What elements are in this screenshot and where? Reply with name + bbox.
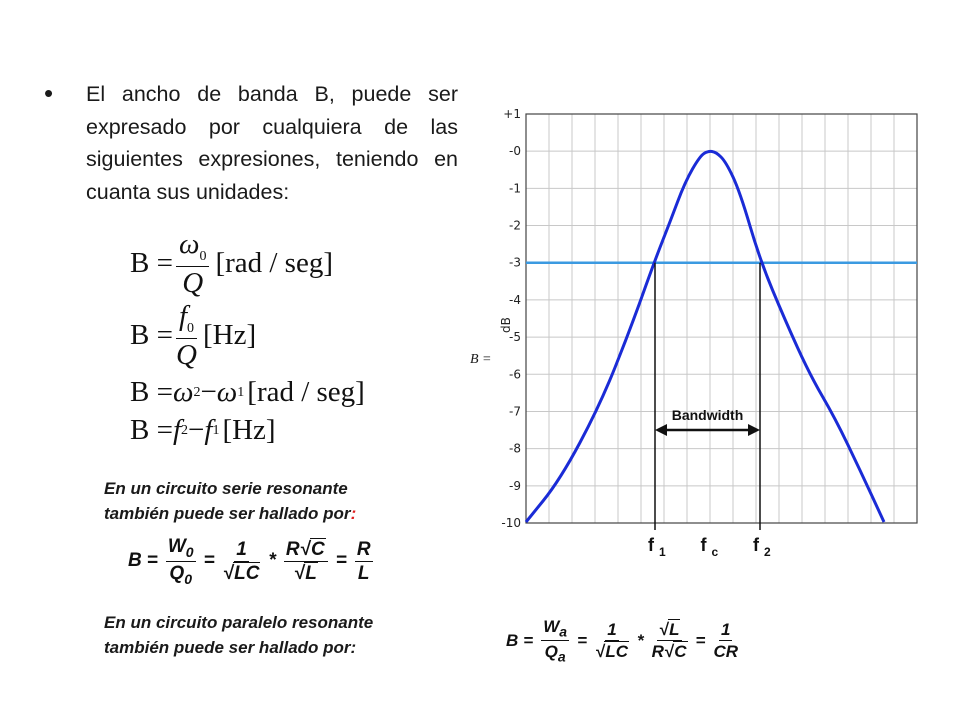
bandwidth-annotation: Bandwidth — [671, 407, 744, 423]
y-tick-label: -9 — [509, 478, 521, 493]
parallel-resonant-note: En un circuito paralelo resonante también puede ser hallado por: — [104, 613, 374, 657]
equation-bandwidth-f-diff: B = f 2 − f 1 [Hz] — [130, 414, 276, 446]
eq-lhs: B = — [130, 247, 173, 280]
bandwidth-arrow-left-head — [655, 424, 667, 436]
fraction: $\frac{\omega_0}{Q}$ — [176, 230, 209, 298]
x-tick-label: f — [753, 535, 759, 555]
unit-hz: [Hz] — [203, 319, 257, 352]
x-tick-subscript: c — [711, 545, 719, 559]
series-resonant-note: En un circuito serie resonante también puede ser hallado por: — [104, 479, 357, 523]
equation-bandwidth-omega-diff: B = ω 2 − ω 1 [rad / seg] — [130, 376, 365, 408]
y-tick-label: -5 — [509, 330, 521, 345]
bullet-marker: • — [44, 78, 54, 108]
unit-rad-seg: [rad / seg] — [215, 247, 333, 280]
chart-grid — [526, 114, 917, 523]
y-tick-label: -10 — [501, 516, 521, 530]
y-tick-label: -8 — [509, 441, 521, 456]
y-tick-label: -4 — [509, 292, 521, 307]
x-tick-subscript: 1 — [659, 545, 666, 559]
x-tick-label: f — [648, 535, 654, 555]
y-tick-label: -6 — [509, 367, 521, 382]
eq-lhs: B = — [130, 319, 173, 352]
y-tick-label: -2 — [509, 218, 521, 233]
y-axis-label: dB — [499, 317, 513, 333]
chart-axes — [499, 107, 917, 530]
y-tick-label: +1 — [503, 107, 521, 121]
series-bandwidth-formula: B = $\frac{W_0}{Q_0}$ = $\frac{1}{√LC}$ * $\frac{R√C}{√L}$ = $\frac{R}{L}$ — [128, 536, 371, 587]
intro-paragraph: El ancho de banda B, puede ser expresado por cualquiera de las siguientes expresiones, teniendo en cuanta sus unidades: — [86, 82, 458, 204]
y-tick-label: -3 — [509, 255, 521, 270]
unit-hz: [Hz] — [222, 414, 276, 446]
y-tick-label: -7 — [509, 404, 521, 419]
y-tick-label: -1 — [509, 181, 521, 196]
y-tick-label: -0 — [509, 144, 521, 159]
x-tick-label: f — [700, 535, 707, 555]
bandwidth-arrow-right-head — [748, 424, 760, 436]
parallel-bandwidth-formula: B = $\frac{W_a}{Q_a}$ = $\frac{1}{√LC}$ * $\frac{√L}{R√C}$ = $\frac{1}{CR}$ — [506, 617, 739, 665]
plot-frame — [526, 114, 917, 523]
fraction: $\frac{f_0}{Q}$ — [176, 300, 197, 371]
b-equals-fragment: B = — [470, 352, 492, 367]
chart-marks — [526, 151, 917, 559]
unit-rad-seg: [rad / seg] — [247, 376, 365, 408]
x-tick-subscript: 2 — [764, 545, 771, 559]
